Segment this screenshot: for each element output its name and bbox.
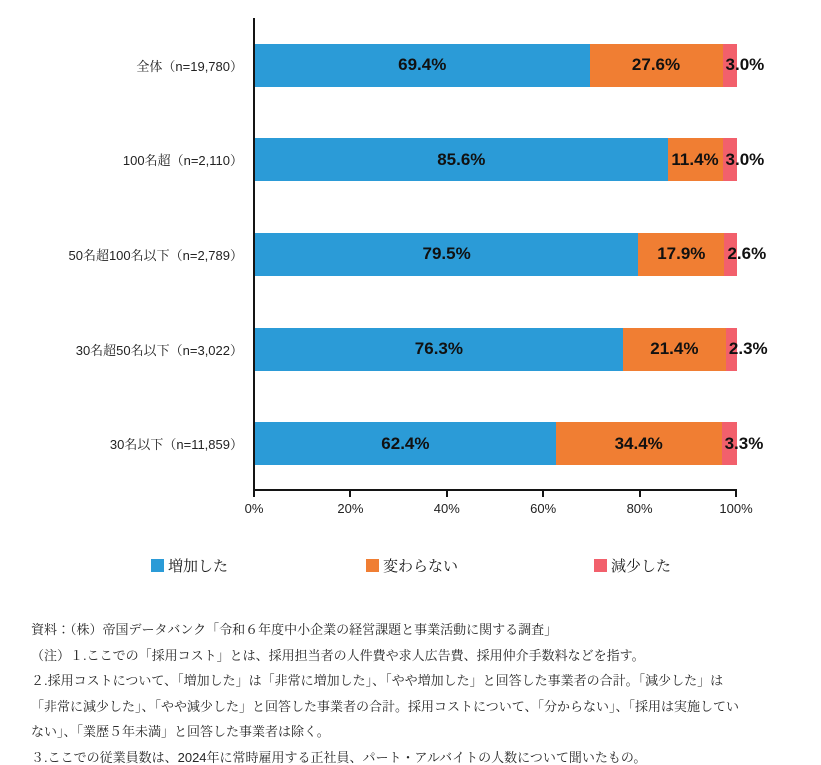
value-label: 21.4% xyxy=(650,339,699,359)
legend-label: 増加した xyxy=(168,557,229,575)
axis-tick xyxy=(639,491,641,497)
note-line-2b: 「非常に減少した」、「やや減少した」と回答した事業者の合計。採用コストについて、「分からない」、「採用は実施してい xyxy=(31,698,739,714)
legend-item xyxy=(366,554,458,576)
chart-row xyxy=(0,207,767,302)
x-axis xyxy=(244,491,753,537)
value-label: 27.6% xyxy=(631,55,681,75)
bar-track xyxy=(255,422,764,465)
axis-tick xyxy=(253,491,255,497)
value-label: 3.0% xyxy=(725,149,765,169)
value-label: 62.4% xyxy=(381,433,430,453)
legend-item xyxy=(151,554,228,576)
value-label: 34.4% xyxy=(614,433,663,453)
chart-row xyxy=(0,396,764,491)
value-label: 76.3% xyxy=(414,339,463,359)
legend-item xyxy=(594,554,671,576)
value-label: 2.3% xyxy=(728,339,768,359)
legend-swatch-icon xyxy=(151,559,164,572)
value-label: 11.4% xyxy=(671,149,719,169)
axis-tick xyxy=(446,491,448,497)
note-line-3: ３.ここでの従業員数は、2024年に常時雇用する正社員、パート・アルバイトの人数について聞いたもの。 xyxy=(31,749,647,765)
value-label: 69.4% xyxy=(398,55,447,75)
axis-tick-label: 20% xyxy=(337,501,364,516)
legend-swatch-icon xyxy=(366,559,379,572)
bar-track xyxy=(255,233,767,276)
chart-row xyxy=(0,18,765,113)
value-label: 3.0% xyxy=(725,55,765,75)
axis-tick-label: 60% xyxy=(530,501,557,516)
value-label: 3.3% xyxy=(724,433,764,453)
category-label: 50名超100名以下（n=2,789） xyxy=(68,247,243,263)
axis-tick xyxy=(349,491,351,497)
legend-label: 減少した xyxy=(611,557,672,575)
legend-label: 変わらない xyxy=(383,557,459,575)
chart-row xyxy=(0,302,768,397)
category-label: 30名超50名以下（n=3,022） xyxy=(75,342,243,358)
bar-track xyxy=(255,44,765,87)
value-label: 79.5% xyxy=(422,244,471,264)
category-label: 100名超（n=2,110） xyxy=(122,153,243,169)
axis-tick xyxy=(542,491,544,497)
value-label: 17.9% xyxy=(657,244,706,264)
note-line-1: （注）１.ここでの「採用コスト」とは、採用担当者の人件費や求人広告費、採用仲介手数料などを指す。 xyxy=(31,647,645,663)
legend-swatch-icon xyxy=(594,559,607,572)
axis-tick-label: 80% xyxy=(626,501,653,516)
source-line: 資料：（株）帝国データバンク「令和６年度中小企業の経営課題と事業活動に関する調査」 xyxy=(31,622,558,637)
chart-legend xyxy=(0,554,821,576)
bar-track xyxy=(255,328,768,371)
chart-row xyxy=(0,113,765,208)
value-label: 85.6% xyxy=(437,149,486,169)
axis-tick-label: 100% xyxy=(719,501,753,516)
note-line-2: ２.採用コストについて、「増加した」は「非常に増加した」、「やや増加した」と回答した事業者の合計。「減少した」は xyxy=(31,673,724,688)
footnotes xyxy=(0,617,821,765)
axis-tick-label: 0% xyxy=(244,501,264,516)
bar-chart xyxy=(0,18,768,491)
category-label: 全体（n=19,780） xyxy=(136,58,243,74)
note-line-2c: ない」、「業歴５年未満」と回答した事業者は除く。 xyxy=(31,724,330,739)
bar-track xyxy=(255,138,765,181)
value-label: 2.6% xyxy=(727,244,767,264)
axis-tick-label: 40% xyxy=(433,501,460,516)
axis-tick xyxy=(735,491,737,497)
category-label: 30名以下（n=11,859） xyxy=(109,437,243,453)
